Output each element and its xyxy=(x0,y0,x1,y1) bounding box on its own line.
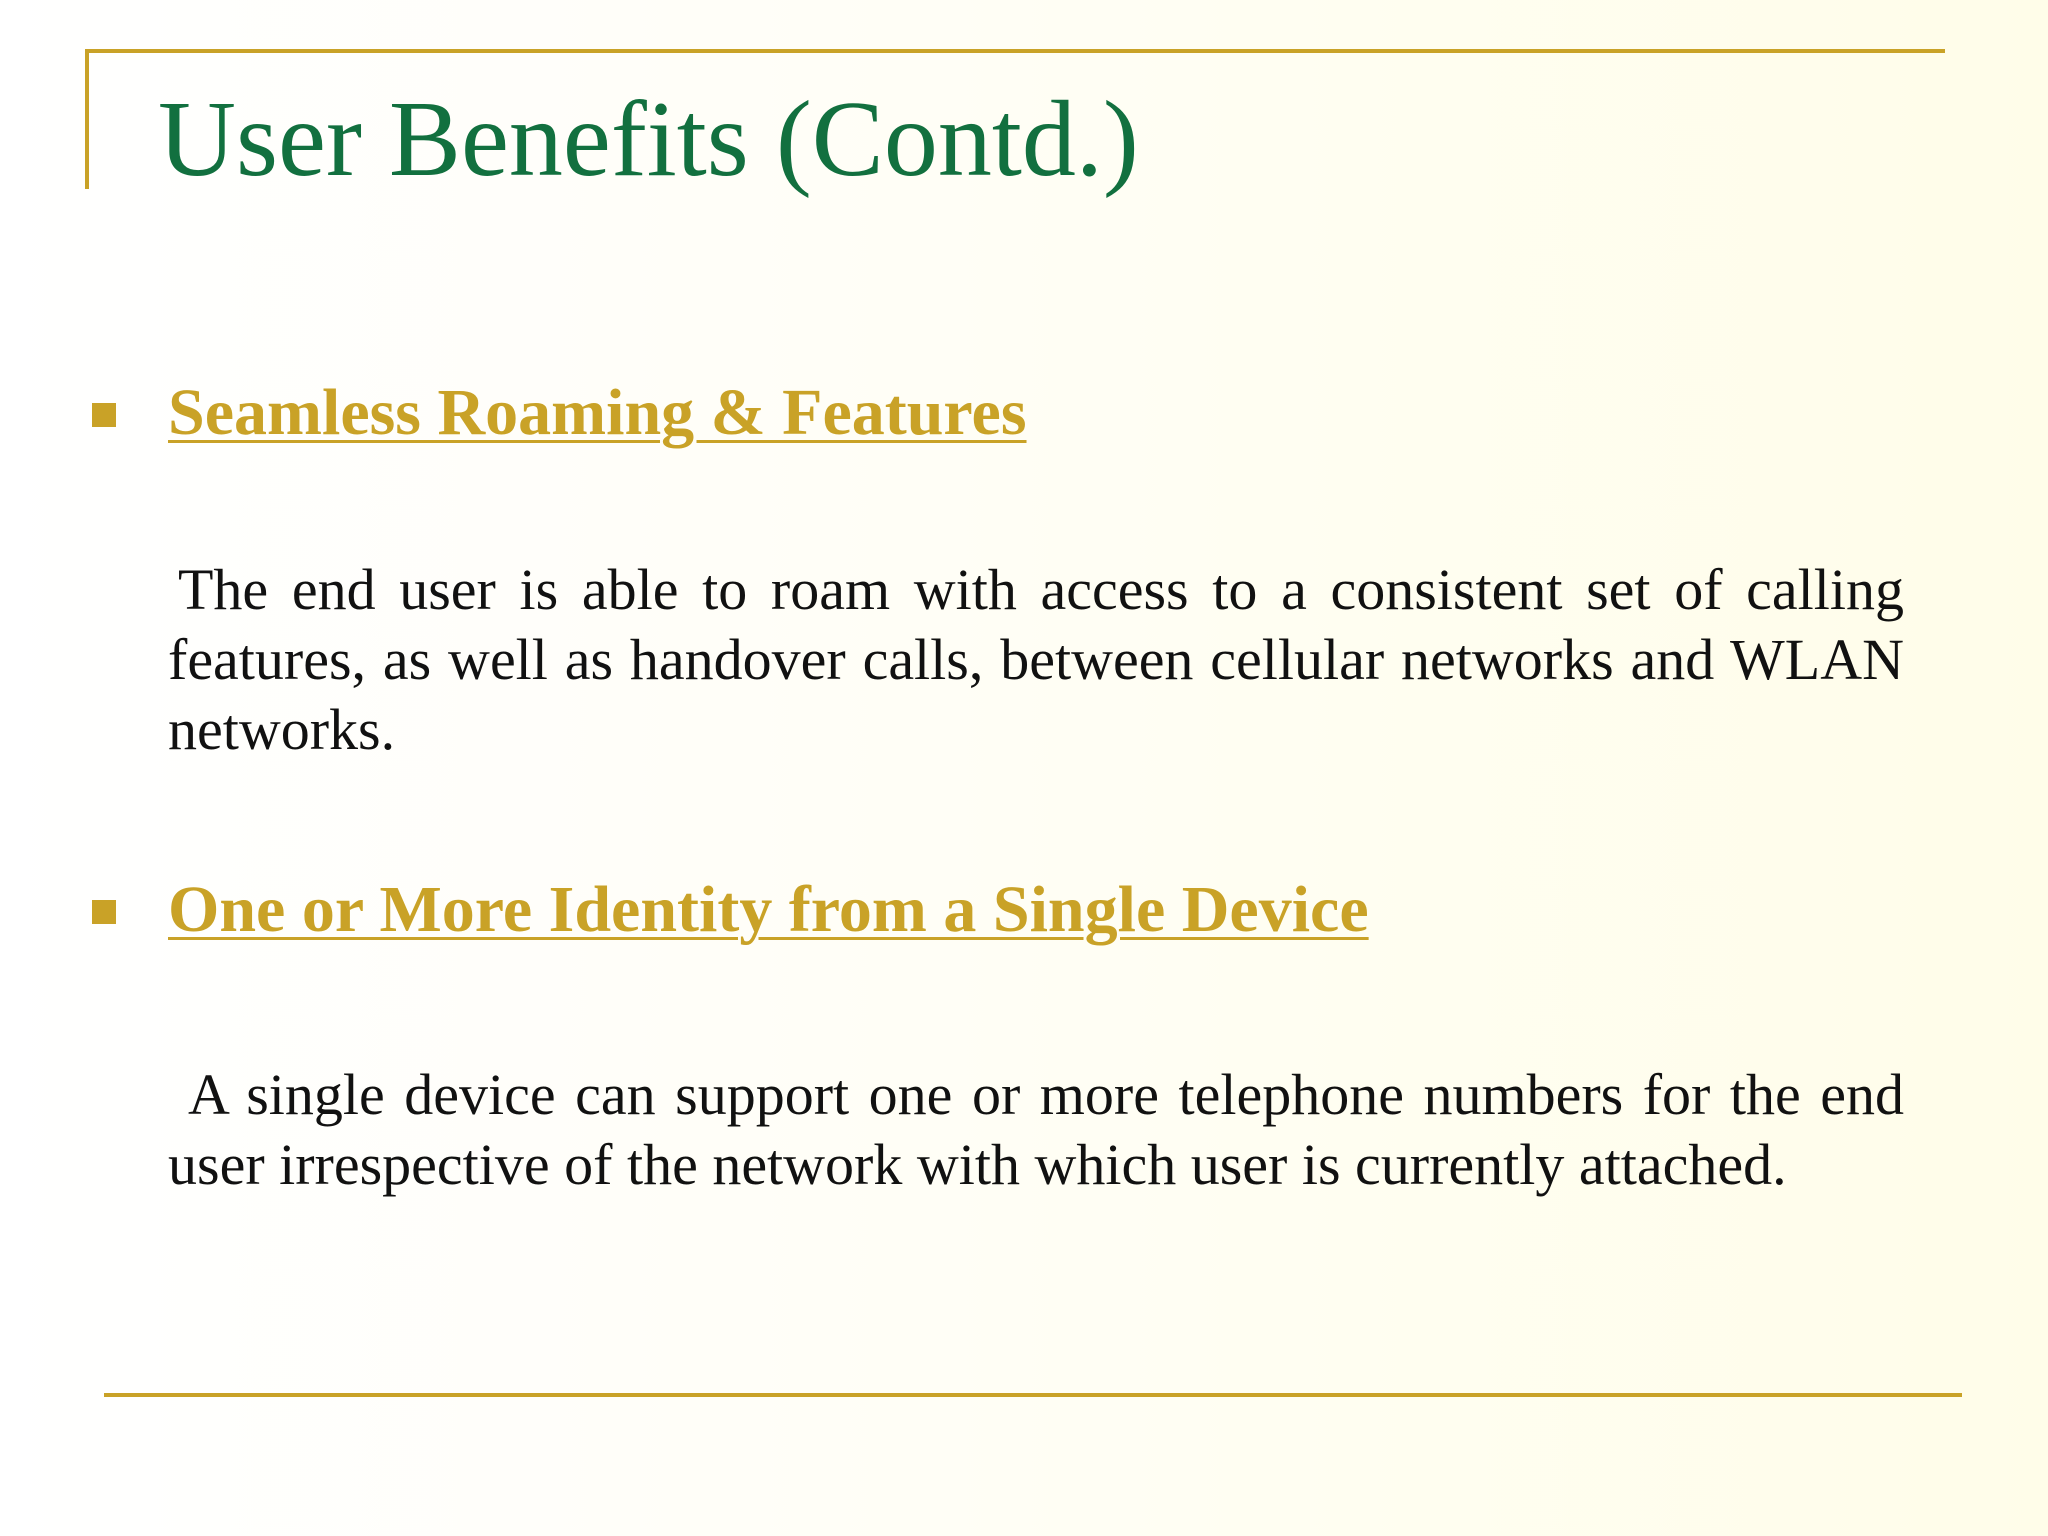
section-body-text: The end user is able to roam with access to a consistent set of calling features, as well as handover calls, between cellular networks and WLAN networks. xyxy=(168,557,1904,762)
slide-title: User Benefits (Contd.) xyxy=(158,80,1139,199)
square-bullet-icon xyxy=(92,403,116,427)
bottom-divider-line xyxy=(104,1393,1962,1397)
section-heading: Seamless Roaming & Features xyxy=(168,376,1027,449)
square-bullet-icon xyxy=(92,900,116,924)
top-divider-line xyxy=(85,49,1945,53)
left-accent-line xyxy=(85,49,89,189)
section-body-text: A single device can support one or more telephone numbers for the end user irrespective of the network with which user is currently attached. xyxy=(168,1062,1904,1197)
section-heading: One or More Identity from a Single Device xyxy=(168,873,1369,946)
